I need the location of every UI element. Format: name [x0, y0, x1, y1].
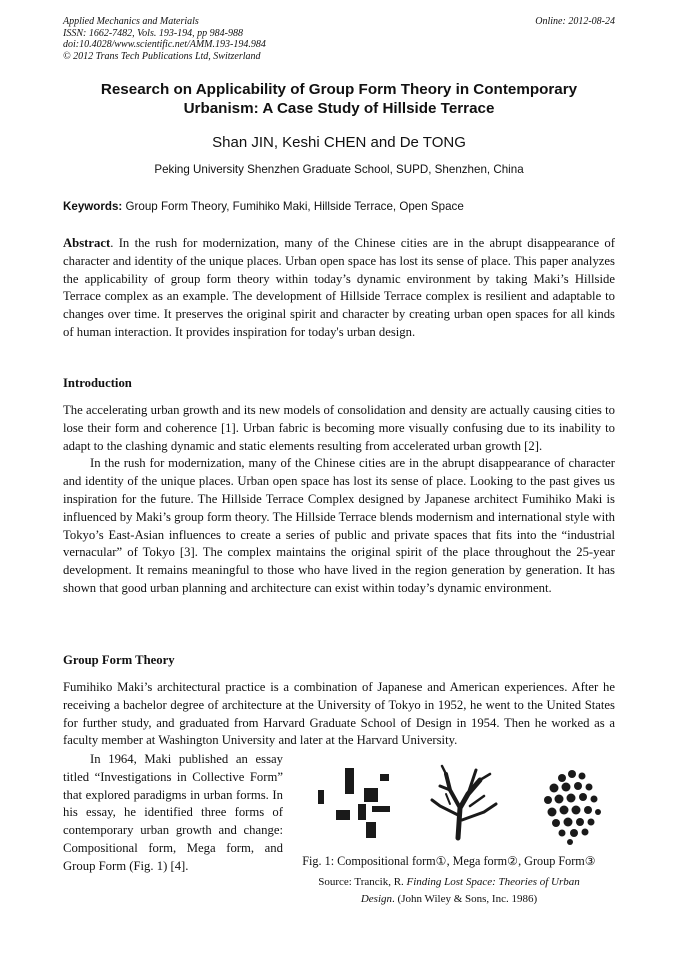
- journal-header: [63, 16, 615, 62]
- abstract: [63, 235, 615, 342]
- copyright-line: © 2012 Trans Tech Publications Ltd, Switzerland: [63, 50, 261, 62]
- title-line-2: Urbanism: A Case Study of Hillside Terrace: [183, 100, 495, 117]
- keywords-text: Group Form Theory, Fumihiko Maki, Hillside Terrace, Open Space: [125, 200, 464, 213]
- source-title-a: Finding Lost Space: Theories of Urban: [406, 876, 580, 888]
- online-date: Online: 2012-08-24: [535, 16, 615, 27]
- gft-paragraph-1: Fumihiko Maki’s architectural practice is a combination of Japanese and American experiences. After he receiving a bachelor degree of architecture at the University of Tokyo in 1952, he went to the United States for further study, and graduated from Harvard Graduate School of Design in 1954. Then he worked as a faculty member at Washington University and later at the Harvard University.: [63, 680, 615, 748]
- authors: Shan JIN, Keshi CHEN and De TONG: [212, 134, 466, 151]
- affiliation: Peking University Shenzhen Graduate School, SUPD, Shenzhen, China: [154, 163, 524, 176]
- compositional-form-drawing: [318, 768, 390, 838]
- doi-line: doi:10.4028/www.scientific.net/AMM.193-194.984: [63, 39, 266, 50]
- introduction-heading: Introduction: [63, 376, 132, 390]
- urban-forms-figure: [300, 760, 615, 855]
- intro-paragraph-2: In the rush for modernization, many of the Chinese cities are in the abrupt disappearance of character and identity of the unique places. Urban open space has lost its sense of place. Looking to the past gives us inspiration for the future. The Hillside Terrace Complex designed by Japanese architect Fumihiko Maki is influenced by Maki’s group form theory. The Hillside Terrace blends modernism and international style with Tokyo’s East-Asian influences to create a series of public and private spaces that fits into the “industrial vernacular” of Tokyo [3]. The complex maintains the original spirit of the place throughout the 25-year development. It remains meaningful to those who have lived in the region generation by generation. It has shown that good urban planning and architecture can exist within today’s dynamic environment.: [63, 456, 615, 595]
- issn-line: ISSN: 1662-7482, Vols. 193-194, pp 984-988: [63, 27, 243, 39]
- abstract-text: . In the rush for modernization, many of the Chinese cities are in the abrupt disappearance of character and identity of the unique places. Urban open space has lost its sense of place. This paper analyzes the applicability of group form theory within today’s dynamic environment by taking Maki’s Hillside Terrace complex as an example. The development of Hillside Terrace complex is resilient and adaptable to changes over time. It preserves the original spirit and character by creating urban open spaces for all kinds of human interaction. It provides inspiration for today's urban design.: [63, 236, 615, 339]
- gft-paragraph-1-block: [63, 679, 615, 750]
- introduction-body: [63, 402, 615, 598]
- source-title-b: Design: [360, 893, 393, 905]
- figure-source: [283, 874, 615, 908]
- source-prefix: Source: Trancik, R.: [318, 876, 407, 888]
- paper-title: [63, 80, 615, 118]
- title-line-1: Research on Applicability of Group Form Theory in Contemporary: [100, 81, 578, 98]
- intro-paragraph-1: The accelerating urban growth and its new models of consolidation and density are actually causing cities to lose their form and coherence [1]. Urban fabric is becoming more visually confusing due to its inability to adapt to the clashing dynamic and static elements resulting from accelerated urban growth [2].: [63, 403, 615, 453]
- abstract-label: Abstract: [63, 236, 111, 250]
- keywords-label: Keywords:: [63, 200, 123, 213]
- group-form-drawing: [544, 770, 601, 845]
- mega-form-drawing: [432, 766, 496, 838]
- figure-caption: Fig. 1: Compositional form①, Mega form②, Group Form③: [302, 854, 596, 868]
- group-form-theory-heading: Group Form Theory: [63, 653, 175, 667]
- gft-paragraph-2: In 1964, Maki published an essay titled “Investigations in Collective Form” that explored paradigms in urban forms. In his essay, he identified three forms of contemporary urban growth and change: Compositional form, Mega form, and Group Form (Fig. 1) [4].: [63, 752, 283, 873]
- source-suffix: . (John Wiley & Sons, Inc. 1986): [392, 893, 538, 905]
- gft-paragraph-2-block: [63, 751, 283, 876]
- keywords: [63, 200, 615, 213]
- journal-name: Applied Mechanics and Materials: [63, 16, 199, 27]
